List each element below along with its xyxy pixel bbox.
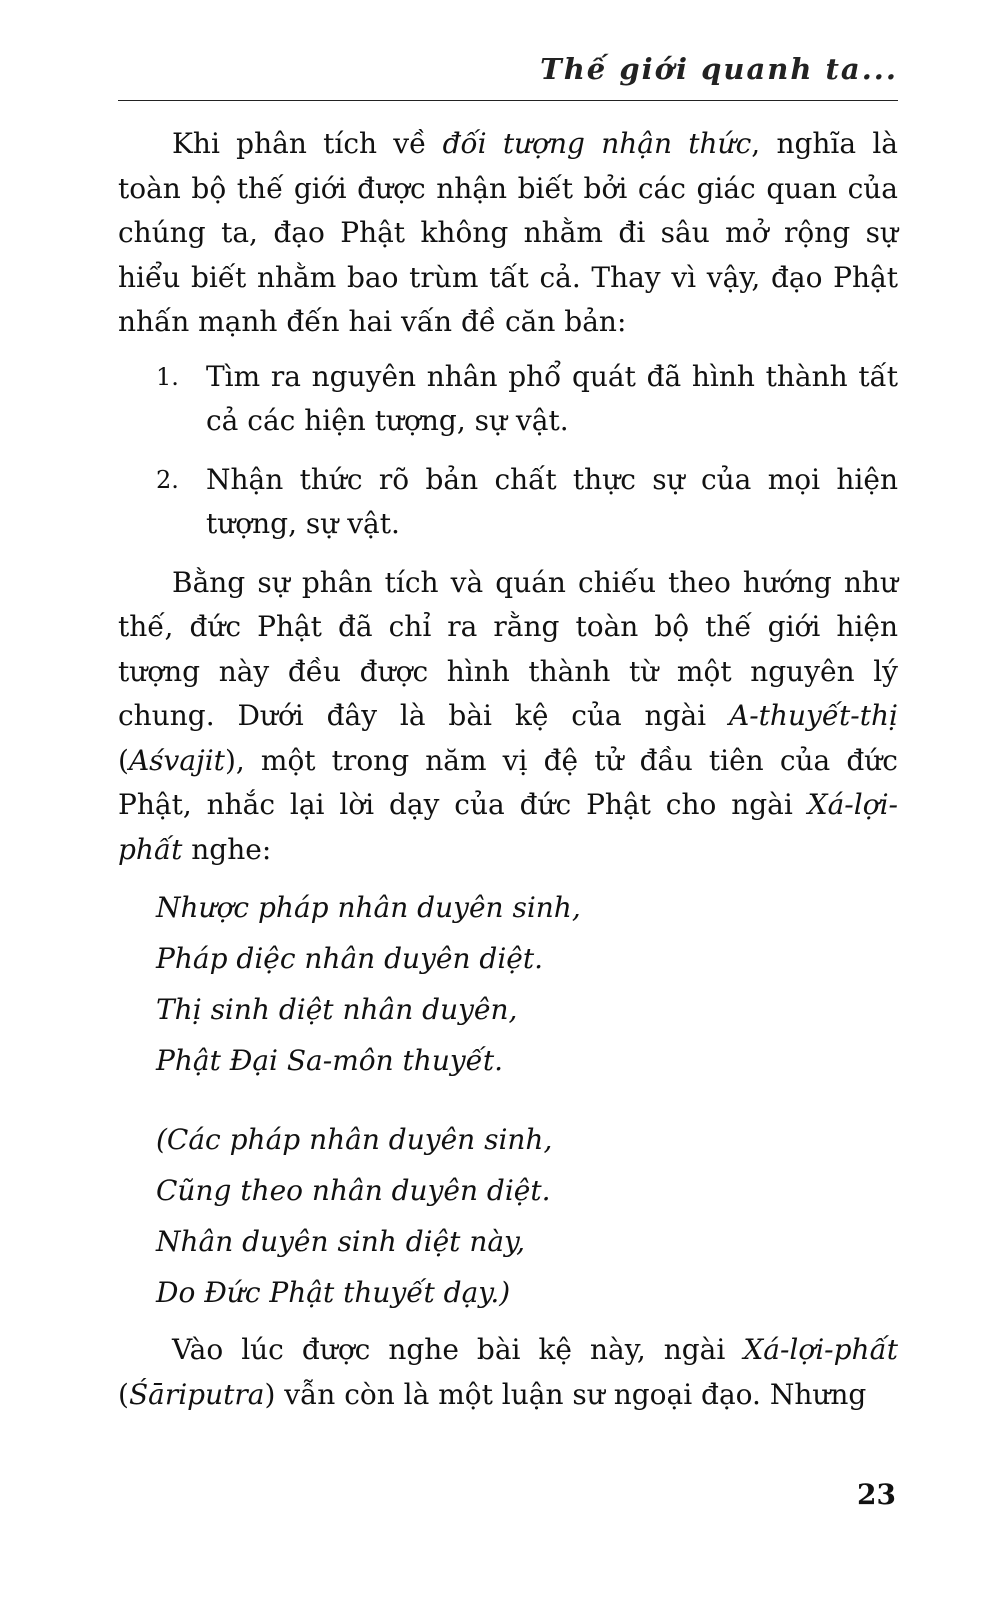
- list-item-text: Tìm ra nguyên nhân phổ quát đã hình thành tất cả các hiện tượng, sự vật.: [206, 359, 898, 437]
- paragraph-1-text-start: Khi phân tích về: [172, 127, 443, 160]
- paragraph-1-text-end: , nghĩa là toàn bộ thế giới được nhận biết bởi các giác quan của chúng ta, đạo Phật không nhằm đi sâu mở rộng sự hiểu biết nhằm bao trùm tất cả. Thay vì vậy, đạo Phật nhấn mạnh đến hai vấn đề căn bản:: [118, 127, 898, 338]
- list-item-text: Nhận thức rõ bản chất thực sự của mọi hiện tượng, sự vật.: [206, 462, 898, 540]
- verse-line: Cũng theo nhân duyên diệt.: [156, 1174, 551, 1207]
- verse-line: Phật Đại Sa-môn thuyết.: [156, 1044, 504, 1077]
- paren-open: (: [118, 1377, 129, 1411]
- verse-line: Nhược pháp nhân duyên sinh,: [156, 891, 581, 924]
- paragraph-2: [118, 561, 898, 873]
- paragraph-3-text-1: Vào lúc được nghe bài kệ này, ngài: [172, 1333, 744, 1366]
- verse-line: Pháp diệc nhân duyên diệt.: [156, 942, 543, 975]
- verse-translation: [156, 1114, 898, 1318]
- paragraph-3-text-2: ) vẫn còn là một luận sư ngoại đạo. Nhưng: [264, 1377, 867, 1411]
- page-number: 23: [857, 1478, 896, 1511]
- paragraph-2-text-2: ), một trong năm vị đệ tử đầu tiên của đức Phật, nhắc lại lời dạy của đức Phật cho ngài: [118, 743, 898, 821]
- list-item-number: 1.: [156, 362, 179, 391]
- list-item: [118, 458, 898, 547]
- verse-line: Thị sinh diệt nhân duyên,: [156, 993, 518, 1026]
- verse-line: (Các pháp nhân duyên sinh,: [156, 1123, 553, 1156]
- paragraph-2-text-3: nghe:: [182, 832, 272, 866]
- list-item: [118, 355, 898, 444]
- paren-open: (: [118, 743, 129, 777]
- body-text: [118, 122, 898, 1417]
- running-header: Thế giới quanh ta...: [540, 52, 898, 86]
- verse-original: [156, 882, 898, 1086]
- list-item-number: 2.: [156, 465, 179, 494]
- paragraph-1: [118, 122, 898, 345]
- emphasis-object-of-cognition: đối tượng nhận thức: [442, 127, 752, 160]
- verse-line: Do Đức Phật thuyết dạy.): [156, 1276, 511, 1309]
- numbered-list: [118, 355, 898, 547]
- paragraph-2-text-1: Bằng sự phân tích và quán chiếu theo hướng như thế, đức Phật đã chỉ ra rằng toàn bộ thế giới hiện tượng này đều được hình thành từ một nguyên lý chung. Dưới đây là bài kệ của ngài: [118, 565, 898, 732]
- name-a-thuyet-thi: A-thuyết-thị: [729, 699, 898, 732]
- name-xa-loi-phat: Xá-lợi-phất: [743, 1333, 898, 1366]
- book-page: [118, 0, 898, 1600]
- header-rule: [118, 100, 898, 101]
- name-asvajit: Aśvajit: [128, 743, 225, 777]
- verse-line: Nhân duyên sinh diệt này,: [156, 1225, 526, 1258]
- name-sariputra: Śāriputra: [128, 1377, 265, 1411]
- name-xa-loi-phat: Xá-lợi-phất: [118, 788, 898, 866]
- paragraph-3: [118, 1328, 898, 1417]
